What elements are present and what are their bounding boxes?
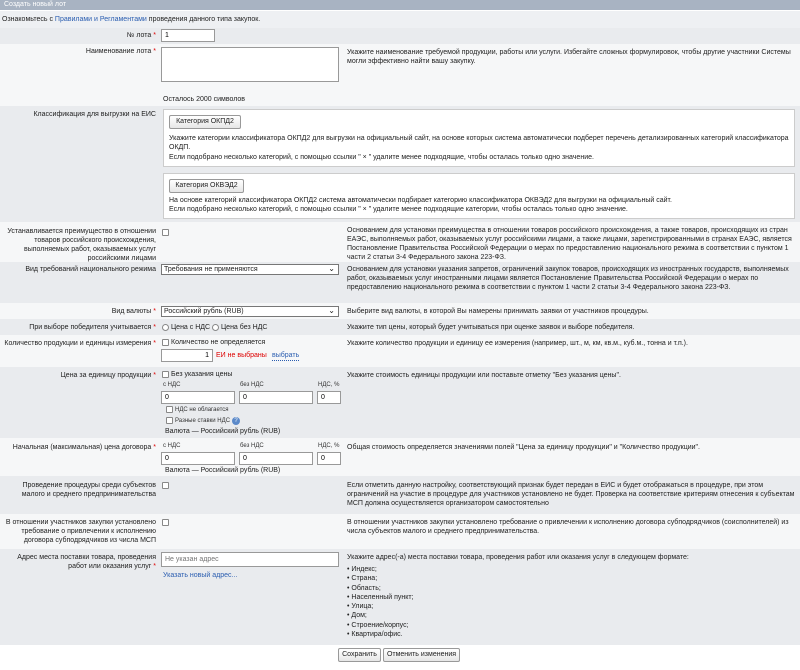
address-format-list [347,565,797,639]
preference-checkbox[interactable] [162,229,169,236]
unit-price-hint: Укажите стоимость единицы продукции или поставьте отметку "Без указания цены". [347,372,621,379]
address-input[interactable] [161,552,339,567]
address-label: Адрес места поставки товара, проведения работ или оказания услуг [17,554,156,570]
notice-prefix: Ознакомьтесь с [2,16,55,23]
national-regime-value: Требования не применяются [164,266,258,273]
diff-rates-label: Разные ставки НДС [175,418,231,424]
subcontract-hint: В отношении участников закупки установлено требование о привлечении к исполнению договора субподрядчиков (соисполнителей) из числа субъектов малого и среднего предпринимательства. [347,519,789,535]
list-item: • Область; [347,584,381,592]
start-price-label: Начальная (максимальная) цена договора [12,444,152,451]
list-item: • Строение/корпус; [347,621,409,629]
winner-row: При выборе победителя учитывается * Цена с НДС Цена без НДС Укажите тип цены, который будет учитываться при оценке заявок и выборе победителя. [0,319,800,335]
preference-row [0,222,800,262]
start-price-hint: Общая стоимость определяется значениями полей "Цена за единицу продукции" и "Количество продукции". [347,444,700,451]
subcontract-checkbox[interactable] [162,519,169,526]
list-item: • Квартира/офис. [347,631,403,639]
quantity-undefined-label: Количество не определяется [171,339,266,346]
currency-select[interactable] [161,306,339,317]
diff-rates-checkbox[interactable] [166,417,173,424]
no-price-label: Без указания цены [171,371,233,378]
address-hint [347,553,797,639]
with-vat-caption: с НДС [163,382,181,388]
preference-label: Устанавливается преимущество в отношении товаров российского происхождения, выполняемых работ, оказываемых услуг российскими лицами [7,228,156,262]
start-price-with-vat-input[interactable] [161,452,235,465]
okpd2-button[interactable]: Категория ОКПД2 [169,115,241,129]
classification-row [0,106,800,222]
start-vat-pct-caption: НДС, % [318,443,340,449]
price-with-vat-radio[interactable] [162,324,169,331]
unit-price-with-vat-input[interactable] [161,391,235,404]
window-title: Создать новый лот [0,0,800,10]
classification-label: Классификация для выгрузки на ЕИС [33,111,156,118]
currency-value: Российский рубль (RUB) [164,308,244,315]
cancel-button[interactable]: Отменить изменения [383,648,460,662]
chevron-down-icon: ⌄ [328,264,335,273]
units-not-selected: ЕИ не выбраны [216,352,267,359]
new-address-link[interactable]: Указать новый адрес... [163,572,238,579]
list-item: • Улица; [347,603,374,611]
lot-name-textarea[interactable] [161,47,339,82]
okpd2-text: Укажите категории классификатора ОКПД2 для выгрузки на официальный сайт, на основе которых система автоматически подберет перечень детализированных категорий классификатора ОКДП. [169,135,789,151]
choose-units-link[interactable]: выбрать [272,352,300,359]
list-item: • Индекс; [347,566,377,573]
lot-name-row: Наименование лота * Укажите наименование требуемой продукции, работы или услуги. Избегайте сложных формулировок, чтобы другие участники Системы могли эффективно найти вашу закупку. Осталось 2000 символов [0,44,800,106]
lot-number-row: № лота * 1 [0,28,800,44]
actions-bar [0,645,800,670]
start-price-vat-input[interactable] [317,452,341,465]
smb-row [0,476,800,514]
okpd2-text2: Если подобрано несколько категорий, с помощью ссылки " × " удалите менее подходящие, чтобы осталась только одно значение. [169,154,594,161]
start-price-row: Начальная (максимальная) цена договора * с НДС без НДС НДС, % 0 0 0 Валюта — Российский рубль (RUB) Общая стоимость определяется значениями полей "Цена за единицу продукции" и "Количество продукции". [0,438,800,476]
okved2-text2: Если подобрано несколько категорий, с помощью ссылки " × " удалите менее подходящие категории, чтобы осталась только одно значение. [169,206,628,213]
chars-remaining: Осталось 2000 символов [163,96,246,103]
quantity-row: Количество продукции и единицы измерения * Количество не определяется 1 ЕИ не выбраны выбрать Укажите количество продукции и единицу ее измерения (например, шт., м, км, кв.м., куб.м., тонна и т.п.). [0,335,800,367]
save-button[interactable]: Сохранить [338,648,381,662]
smb-label: Проведение процедуры среди субъектов малого и среднего предпринимательства [21,482,156,498]
winner-label: При выборе победителя учитывается [29,324,152,331]
national-regime-label: Вид требований национального режима [25,266,156,273]
start-with-vat-caption: с НДС [163,443,181,449]
lot-name-hint: Укажите наименование требуемой продукции, работы или услуги. Избегайте сложных формулировок, чтобы другие участники Системы могли эффективно найти вашу закупку. [347,49,791,65]
unit-price-row: Цена за единицу продукции * Без указания цены с НДС без НДС НДС, % 0 0 0 НДС не облагается Разные ставки НДС ? Валюта — Российский рубль (RUB) Укажите стоимость единицы продукции или поставьте отметку "Без указания цены". [0,367,800,438]
currency-label: Вид валюты [111,308,152,315]
smb-checkbox[interactable] [162,482,169,489]
national-regime-select[interactable] [161,264,339,275]
currency-row: Вид валюты * Российский рубль (RUB) ⌄ Выберите вид валюты, в которой Вы намерены принимать заявки от участников процедуры. [0,303,800,319]
list-item: • Дом; [347,612,367,620]
no-price-checkbox[interactable] [162,371,169,378]
start-without-vat-caption: без НДС [240,443,264,449]
vat-pct-caption: НДС, % [318,382,340,388]
subcontract-label: В отношении участников закупки установлено требование о привлечении к исполнению договора субподрядчиков из числа МСП [5,519,156,544]
quantity-hint: Укажите количество продукции и единицу ее измерения (например, шт., м, км, кв.м., куб.м., тонна и т.п.). [347,340,688,347]
chevron-down-icon: ⌄ [328,306,335,315]
okved2-button[interactable]: Категория ОКВЭД2 [169,179,244,193]
unit-price-currency-note: Валюта — Российский рубль (RUB) [165,428,281,435]
okved2-box [163,173,795,219]
lot-name-label: Наименование лота [85,48,152,55]
national-regime-row [0,262,800,303]
currency-hint: Выберите вид валюты, в которой Вы намерены принимать заявки от участников процедуры. [347,308,649,315]
price-without-vat-label: Цена без НДС [221,324,268,331]
quantity-undefined-checkbox[interactable] [162,339,169,346]
subcontract-row [0,514,800,549]
okved2-text: На основе категорий классификатора ОКПД2 система автоматически подбирает категорию классификатора ОКВЭД2 для выгрузки на официальный сайт. [169,197,672,204]
quantity-label: Количество продукции и единицы измерения [4,340,152,347]
okpd2-box [163,109,795,167]
without-vat-caption: без НДС [240,382,264,388]
lot-number-input[interactable] [161,29,215,42]
smb-hint: Если отметить данную настройку, соответствующий признак будет передан в ЕИС и будет отображаться в процедуре, при этом ограничений на участие в процедуре для участников установлено не будет. Проверка на соответствие критериям отнесения к субъектам МСП должна осуществляется организатором самостоятельно [347,482,795,507]
no-vat-label: НДС не облагается [175,407,229,413]
unit-price-without-vat-input[interactable] [239,391,313,404]
notice-suffix: проведения данного типа закупок. [146,16,261,23]
start-price-without-vat-input[interactable] [239,452,313,465]
help-icon[interactable]: ? [232,417,240,425]
rules-notice [0,11,800,28]
rules-link[interactable]: Правилами и Регламентами [54,16,147,23]
price-with-vat-label: Цена с НДС [171,324,211,331]
address-row: Адрес места поставки товара, проведения работ или оказания услуг * Не указан адрес Указать новый адрес... Укажите адрес(-а) места поставки товара, проведения работ или оказания услуг в следующем формате: • Индекс; • Страна; • Область; • Населенный пункт; • Улица; • Дом; • Строение/корпус; • Квартира/офис. [0,549,800,645]
no-vat-checkbox[interactable] [166,406,173,413]
preference-hint: Основанием для установки преимущества в отношении товаров российского происхождения, а также товаров, происходящих из стран ЕАЭС, выполняемых работ, оказываемых услуг российскими лицами, а также лицами, зарегистрированными в странах ЕАЭС, является Постановление Правительства Российской Федерации о мерах по предоставлению национального режима в соответствии с пунктом 1 части 2 статьи 3-4 Федерального закона 223-ФЗ. [347,227,792,261]
price-without-vat-radio[interactable] [212,324,219,331]
national-regime-hint: Основанием для установки указания запретов, ограничений закупок товаров, происходящих из иностранных государств, выполняемых работ, оказываемых услуг иностранными лицами является Постановление Правительства Российской Федерации о мерах по предоставлению национального режима в соответствии с пунктом 1 части 2 статьи 3-4 Федерального закона 223-ФЗ. [347,266,789,291]
lot-number-label: № лота [126,32,152,39]
start-price-currency-note: Валюта — Российский рубль (RUB) [165,467,281,474]
unit-price-vat-input[interactable] [317,391,341,404]
list-item: • Населенный пункт; [347,593,414,601]
unit-price-label: Цена за единицу продукции [60,372,152,379]
list-item: • Страна; [347,575,378,583]
address-hint-title: Укажите адрес(-а) места поставки товара, проведения работ или оказания услуг в следующем формате: [347,554,689,561]
winner-hint: Укажите тип цены, который будет учитываться при оценке заявок и выборе победителя. [347,324,635,331]
quantity-input[interactable] [161,349,213,362]
